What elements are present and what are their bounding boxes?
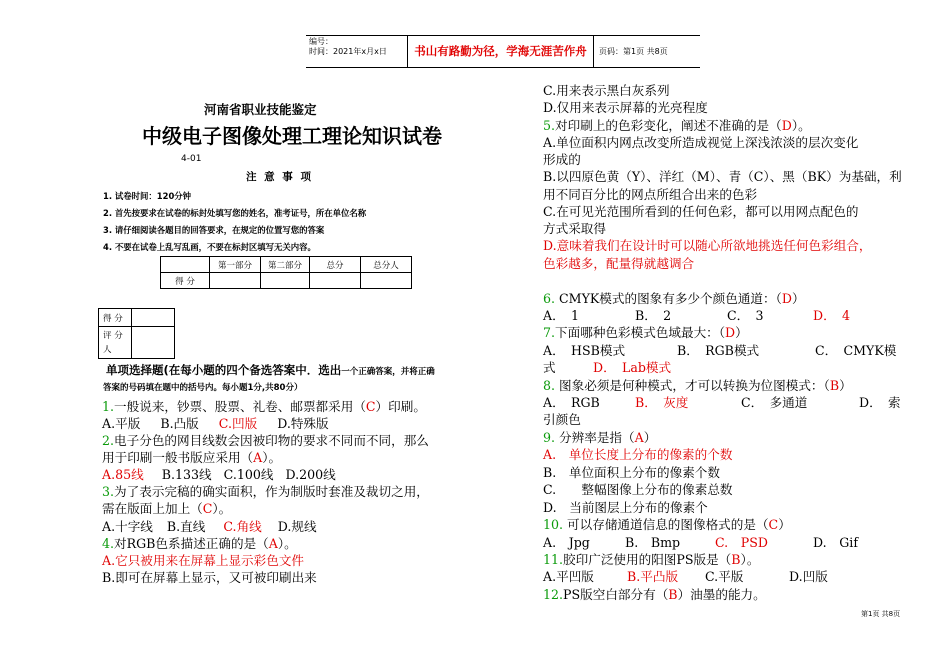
section-score-table [98,308,175,359]
section-score-label: 得 分 [99,309,132,327]
q6-option-c: C． 3 [727,308,764,323]
q1-answer: C [365,399,376,414]
q2-option-a: A.85线 [102,467,144,482]
q10-number: 10. [543,517,564,532]
question-11-options [543,568,828,585]
q11-option-a: A.平凹版 [543,569,594,584]
q8-text: 图象必须是何种模式，才可以转换为位图模式：（ [555,378,830,393]
q7-option-c-cont: 式 [543,360,556,375]
q3-option-a: A.十字线 [102,519,153,534]
q6-option-b: B． 2 [635,308,672,323]
q5-answer: D [781,118,792,133]
q8-option-d: D． 索 [859,395,901,410]
q2-text: 电子分色的网目线数会因被印物的要求不同而不同，那么 [114,433,429,448]
question-2 [102,432,429,449]
q8-answer: B [829,378,840,393]
q12-text: PS版空白部分有（ [563,587,669,602]
score-cell[interactable] [210,273,261,289]
q7-text-end: ） [735,325,748,340]
q4-text: 对RGB色系描述正确的是（ [114,536,269,551]
q11-text: 胶印广泛使用的阳图PS版是（ [563,552,732,567]
header-motto: 书山有路勤为径，学海无涯苦作舟 [407,36,594,67]
question-10-options [543,534,858,551]
q4-option-c: C.用来表示黑白灰系列 [543,83,670,98]
q4-option-b: B.即可在屏幕上显示，又可被印刷出来 [102,570,317,585]
question-4 [102,535,297,552]
q5-option-b-1: B.以四原色黄（Y）、洋红（M）、青（C）、黑（BK）为基础，利 [543,169,902,184]
q8-option-b: B． 灰度 [635,395,689,410]
notice-1: 1. 试卷时间：120分钟 [103,191,192,201]
question-2-options [102,466,336,483]
q11-option-c: C.平版 [705,569,744,584]
question-6 [543,290,805,307]
section-title-main: 单项选择题(在每小题的四个备选答案中．选出 [106,363,342,377]
q10-answer: C [768,517,779,532]
q10-option-c: C. PSD [715,535,768,550]
question-7-options [543,342,896,359]
q5-option-a-1: A.单位面积内网点改变所造成视觉上深浅浓淡的层次变化 [543,135,859,150]
q7-option-a: A． HSB模式 [543,343,626,358]
q4-number: 4. [102,536,115,551]
q7-text: 下面哪种色彩模式色域最大：（ [555,325,726,340]
q1-option-d: D.特殊版 [277,416,329,431]
q4-text-end: ）。 [277,536,297,551]
score-table-row-label: 得 分 [161,273,210,289]
header-meta [306,36,407,67]
q8-option-d-cont: 引颜色 [543,412,581,427]
q1-option-b: B.凸版 [160,416,199,431]
score-table-header-blank [161,257,210,273]
q2-number: 2. [102,433,115,448]
q9-option-d: D. 当前图层上分布的像素个 [543,500,708,515]
notice-3: 3. 请仔细阅读各题目的回答要求，在规定的位置写您的答案 [103,225,325,235]
section-grader-label: 评 分 人 [99,327,132,359]
q4-option-a: A.它只被用来在屏幕上显示彩色文件 [102,553,305,568]
score-table-header-part1: 第一部分 [210,257,261,273]
q2-option-b: B.133线 [161,467,212,482]
q3-text-end: ）。 [212,501,232,516]
section-title [106,362,435,378]
q1-option-a: A.平版 [102,416,141,431]
q12-answer: B [668,587,678,602]
question-11 [543,551,759,568]
q3-option-b: B.直线 [166,519,206,534]
score-table-header-scorer: 总分人 [361,257,412,273]
q7-option-b: B． RGB模式 [677,343,760,358]
number-label: 编号： [309,37,333,46]
q8-number: 8. [543,378,556,393]
q10-option-d: D. Gif [813,535,858,550]
q9-option-c: C. 整幅图像上分布的像素总数 [543,482,733,497]
score-cell[interactable] [261,273,310,289]
q8-text-end: ） [839,378,852,393]
question-8-options [543,394,901,411]
q6-option-a: A． 1 [543,308,579,323]
q1-text: 一般说来，钞票、股票、礼卷、邮票都采用（ [114,399,366,414]
q9-number: 9. [543,430,556,445]
q2-answer: A [253,450,263,465]
q1-text-end: ）印刷。 [375,399,426,414]
question-8 [543,377,852,394]
q9-option-a: A. 单位长度上分布的像素的个数 [543,447,733,462]
section-title-small: 一个正确答案，并将正确 [341,367,435,377]
page-header [306,35,700,68]
q11-text-end: ）。 [740,552,760,567]
notice-title: 注 意 事 项 [246,171,313,183]
notice-2: 2. 首先按要求在试卷的标封处填写您的姓名，准考证号，所在单位名称 [103,208,367,218]
q5-option-c-1: C.在可见光范围所看到的任何色彩，都可以用网点配色的 [543,204,859,219]
section-instructions: 答案的号码填在题中的括号内。每小题1分,共80分） [103,383,303,393]
question-7 [543,324,748,341]
question-1 [102,398,426,415]
q3-option-d: D.规线 [277,519,317,534]
q3-option-c: C.角线 [223,519,262,534]
score-table-header-total: 总分 [310,257,361,273]
q3-text-2: 需在版面上加上（ [102,501,203,516]
time-label: 时间：2021年x月x日 [309,47,387,56]
question-3-options [102,518,317,535]
q9-text: 分辨率是指（ [555,430,635,445]
q5-option-a-2: 形成的 [543,152,581,167]
q7-answer: D [725,325,736,340]
q5-number: 5. [543,118,556,133]
page-footer: 第1页 共8页 [861,610,901,618]
section-grader-cell[interactable] [132,327,175,359]
question-7-options-cont [543,359,671,376]
q11-answer: B [731,552,741,567]
q5-option-d-2: 色彩越多，配量得就越调合 [543,256,695,271]
question-9 [543,429,656,446]
score-table [160,256,412,289]
question-10 [543,516,791,533]
question-12 [543,586,766,603]
q4-answer: A [268,536,278,551]
q7-option-d: D． Lab模式 [593,360,672,375]
q7-option-c: C． CMYK模 [815,343,897,358]
q1-option-c: C.凹版 [218,416,258,431]
exam-code: 4-01 [181,154,202,164]
score-table-header-part2: 第二部分 [261,257,310,273]
org-name: 河南省职业技能鉴定 [204,102,317,117]
q2-text-end: ）。 [262,450,282,465]
question-3-cont [102,500,231,517]
q4-option-d: D.仅用来表示屏幕的光亮程度 [543,100,708,115]
q12-number: 12. [543,587,564,602]
q5-option-b-2: 用不同百分比的网点所组合出来的色彩 [543,187,758,202]
q6-number: 6. [543,291,556,306]
q9-option-b: B. 单位面积上分布的像素个数 [543,465,720,480]
question-1-options [102,415,329,432]
q5-option-d-1: D.意味着我们在设计时可以随心所欲地挑选任何色彩组合， [543,238,872,253]
question-6-options [543,307,850,324]
q9-text-end: ） [643,430,657,445]
q2-option-d: D.200线 [285,467,336,482]
q9-answer: A [634,430,644,445]
q7-number: 7. [543,325,556,340]
q3-number: 3. [102,484,115,499]
score-cell[interactable] [310,273,361,289]
q6-text: CMYK模式的图象有多少个颜色通道：（ [555,291,782,306]
q11-option-d: D.凹版 [789,569,828,584]
q11-number: 11. [543,552,564,567]
score-cell[interactable] [361,273,412,289]
q8-option-a: A． RGB [543,395,600,410]
q1-number: 1. [102,399,115,414]
header-page-info: 页码：第1页 共8页 [599,47,668,56]
q10-option-b: B. Bmp [625,535,681,550]
q12-text-end: ）油墨的能力。 [677,587,766,602]
question-5 [543,117,811,134]
q10-option-a: A. Jpg [543,535,590,550]
q8-option-c: C． 多通道 [741,395,808,410]
q10-text: 可以存储通道信息的图像格式的是（ [563,517,769,532]
q2-text-2: 用于印刷一般书版应采用（ [102,450,254,465]
question-2-cont [102,449,281,466]
q2-option-c: C.100线 [223,467,274,482]
q5-text-end: ）。 [791,118,811,133]
section-score-cell[interactable] [132,309,175,327]
q3-text: 为了表示完稿的确实面积，作为制版时套准及裁切之用， [114,484,429,499]
q6-answer: D [781,291,793,306]
question-3 [102,483,429,500]
q5-text: 对印刷上的色彩变化，阐述不准确的是（ [555,118,782,133]
q3-answer: C [202,501,213,516]
notice-4: 4. 不要在试卷上乱写乱画，不要在标封区填写无关内容。 [103,242,316,252]
q5-option-c-2: 方式采取得 [543,221,606,236]
exam-title: 中级电子图像处理工理论知识试卷 [142,124,442,148]
q11-option-b: B.平凸版 [627,569,679,584]
q6-option-d: D． 4 [813,308,850,323]
q10-text-end: ） [778,517,791,532]
q6-text-end: ） [792,291,805,306]
